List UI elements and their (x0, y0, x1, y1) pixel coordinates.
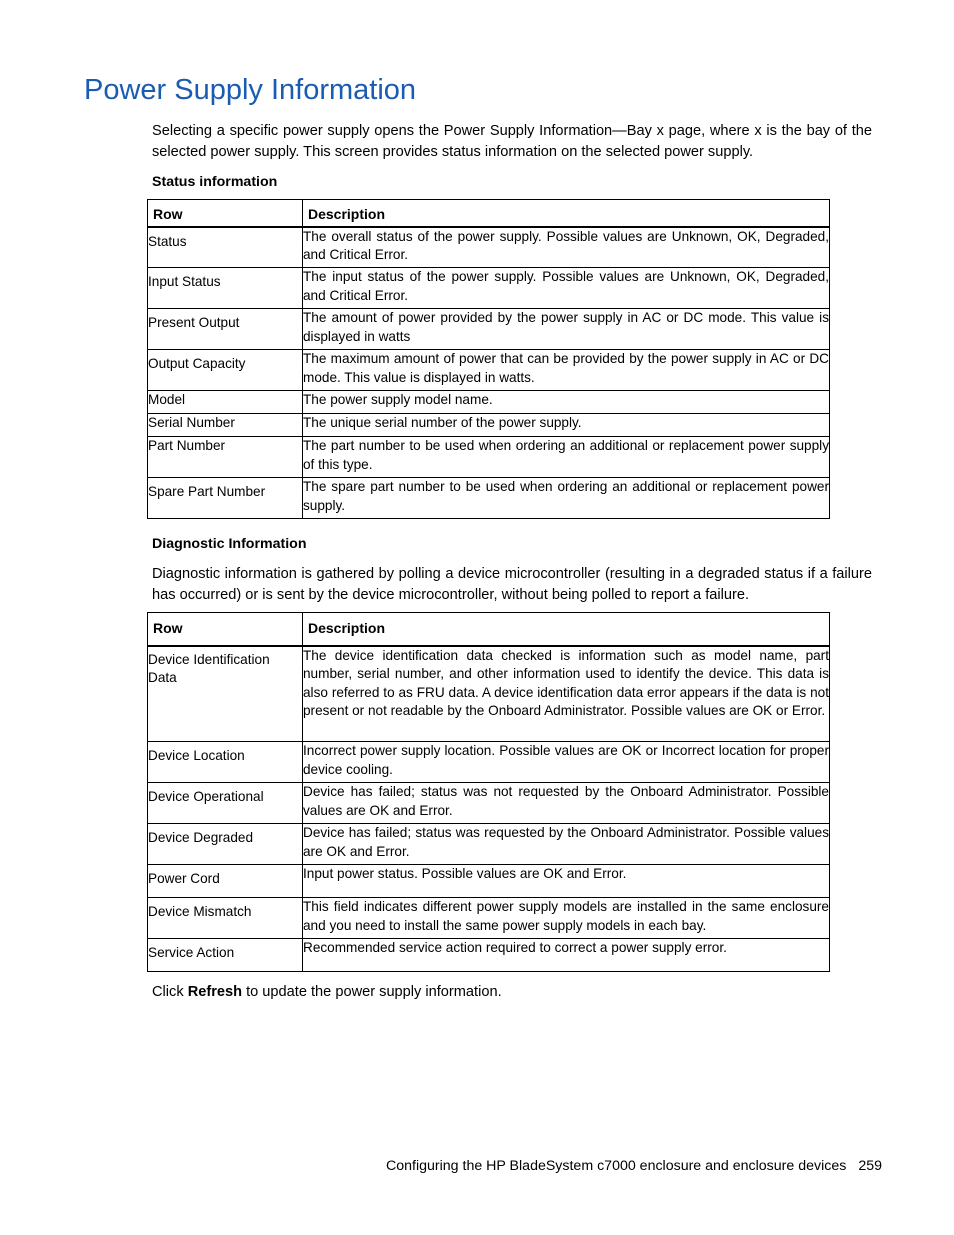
table-row (148, 478, 830, 519)
description-cell: The amount of power provided by the power supply in AC or DC mode. This value is displayed in watts (303, 309, 830, 350)
table-row (148, 865, 830, 898)
description-cell: The unique serial number of the power supply. (303, 414, 830, 437)
refresh-suffix: to update the power supply information. (242, 984, 502, 1000)
table-row (148, 783, 830, 824)
description-cell: The power supply model name. (303, 391, 830, 414)
description-cell: The part number to be used when ordering an additional or replacement power supply of this type. (303, 437, 830, 478)
table-row (148, 437, 830, 478)
description-cell: This field indicates different power supply models are installed in the same enclosure and you need to install the same power supply models in each bay. (303, 898, 830, 939)
column-header-description: Description (303, 200, 830, 227)
table-row (148, 824, 830, 865)
row-name-cell: Device Degraded (148, 824, 303, 865)
description-cell: The input status of the power supply. Possible values are Unknown, OK, Degraded, and Critical Error. (303, 268, 830, 309)
page-number: 259 (858, 1158, 882, 1174)
table-row (148, 391, 830, 414)
table-header-row (148, 200, 830, 227)
description-cell: Device has failed; status was requested by the Onboard Administrator. Possible values are OK and Error. (303, 824, 830, 865)
intro-paragraph: Selecting a specific power supply opens the Power Supply Information—Bay x page, where x is the bay of the selected power supply. This screen provides status information on the selected power supply. (152, 123, 872, 160)
description-cell: The spare part number to be used when ordering an additional or replacement power supply. (303, 478, 830, 519)
table-row (148, 414, 830, 437)
table-row (148, 939, 830, 972)
description-cell: The maximum amount of power that can be provided by the power supply in AC or DC mode. This value is displayed in watts. (303, 350, 830, 391)
table-row (148, 268, 830, 309)
description-cell: The device identification data checked is information such as model name, part number, serial number, and other information used to identify the device. This data is also referred to as FRU data. A device identification data error appears if the data is not present or not readable by the Onboard Administrator. Possible values are OK or Error. (303, 646, 830, 742)
row-name-cell: Device Location (148, 742, 303, 783)
row-name-cell: Serial Number (148, 414, 303, 437)
row-name-cell: Present Output (148, 309, 303, 350)
table-header-row (148, 613, 830, 646)
row-name-cell: Device Mismatch (148, 898, 303, 939)
column-header-row: Row (148, 613, 303, 646)
description-cell: Incorrect power supply location. Possible values are OK or Incorrect location for proper device cooling. (303, 742, 830, 783)
table-row (148, 227, 830, 268)
row-name-cell: Spare Part Number (148, 478, 303, 519)
diagnostic-information-table (147, 612, 830, 972)
table-row (148, 742, 830, 783)
table-row (148, 646, 830, 742)
refresh-label: Refresh (187, 984, 243, 1000)
refresh-instruction (152, 982, 872, 1003)
column-header-row: Row (148, 200, 303, 227)
footer-text: Configuring the HP BladeSystem c7000 enclosure and enclosure devices (386, 1158, 847, 1174)
status-information-heading: Status information (152, 174, 278, 190)
row-name-cell: Device Identification Data (148, 646, 303, 742)
row-name-cell: Model (148, 391, 303, 414)
diagnostic-intro-paragraph: Diagnostic information is gathered by polling a device microcontroller (resulting in a degraded status if a failure has occurred) or is sent by the device microcontroller, without being polled to report a failure. (152, 566, 872, 603)
refresh-prefix: Click (152, 984, 188, 1000)
status-information-table (147, 199, 830, 519)
row-name-cell: Status (148, 227, 303, 268)
diagnostic-information-heading: Diagnostic Information (152, 536, 307, 552)
row-name-cell: Service Action (148, 939, 303, 972)
table-row (148, 898, 830, 939)
description-cell: Recommended service action required to correct a power supply error. (303, 939, 830, 972)
description-cell: Device has failed; status was not requested by the Onboard Administrator. Possible values are OK and Error. (303, 783, 830, 824)
row-name-cell: Input Status (148, 268, 303, 309)
page-title: Power Supply Information (84, 74, 417, 106)
page-footer (386, 1158, 882, 1174)
column-header-description: Description (303, 613, 830, 646)
table-row (148, 309, 830, 350)
row-name-cell: Output Capacity (148, 350, 303, 391)
row-name-cell: Device Operational (148, 783, 303, 824)
table-row (148, 350, 830, 391)
row-name-cell: Part Number (148, 437, 303, 478)
row-name-cell: Power Cord (148, 865, 303, 898)
description-cell: The overall status of the power supply. Possible values are Unknown, OK, Degraded, and Critical Error. (303, 227, 830, 268)
description-cell: Input power status. Possible values are OK and Error. (303, 865, 830, 898)
